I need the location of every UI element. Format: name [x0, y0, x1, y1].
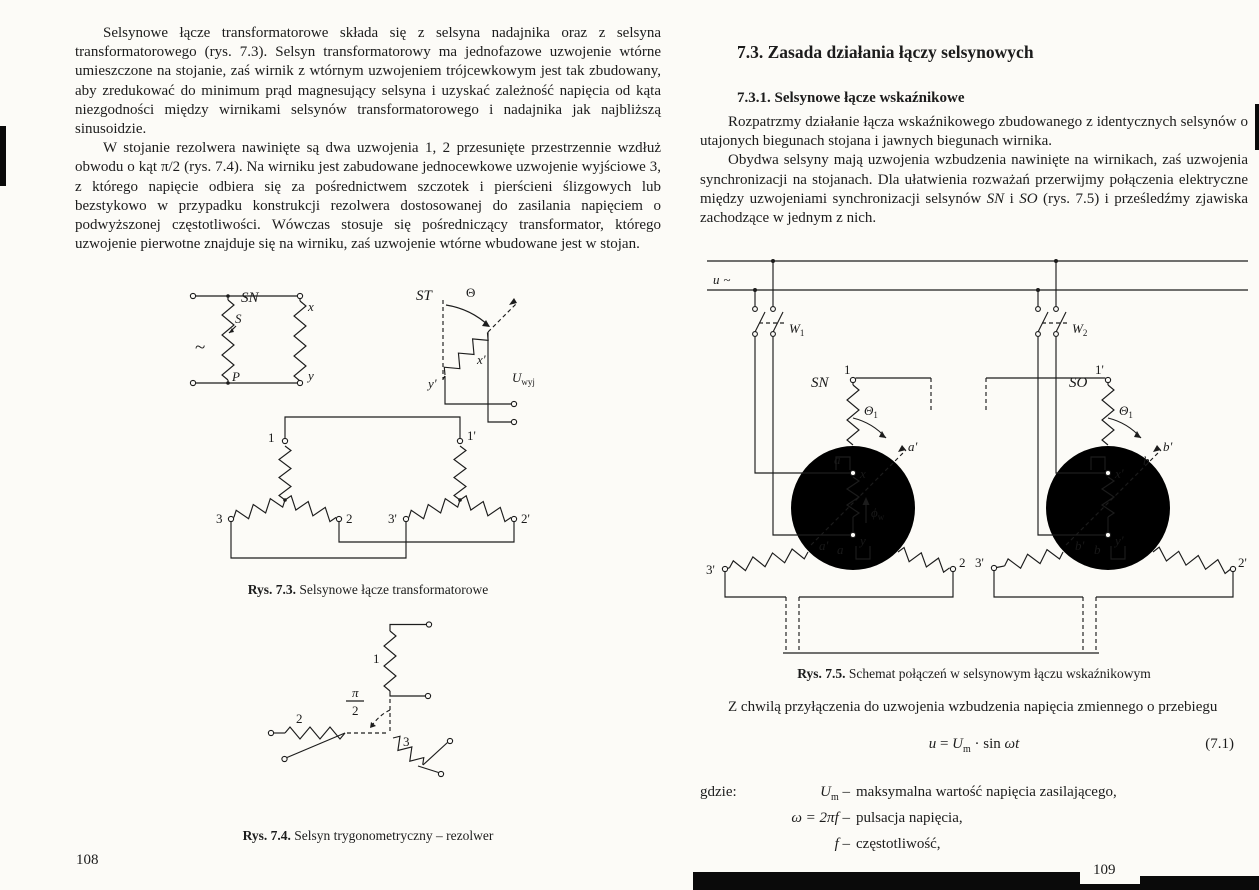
label-y-prime: y' — [428, 376, 437, 391]
switch-w2 — [1036, 259, 1088, 338]
label-switch-w2: $W_2$ — [1072, 321, 1088, 338]
selsyn-so — [975, 337, 1247, 575]
label-u-output: $U_{wyj}$ — [512, 370, 535, 387]
figure-7-3-diagram — [140, 280, 585, 568]
terminal — [190, 293, 195, 298]
label-x: x — [308, 299, 314, 314]
label-pi: π — [352, 685, 359, 700]
terminal — [457, 438, 462, 443]
label-theta-1: $\Theta_1$ — [1119, 403, 1133, 420]
ac-source-symbol: ~ — [195, 337, 206, 358]
terminal-y — [850, 532, 855, 537]
supply-bus — [707, 261, 1248, 290]
definition-term: ω = 2πf – — [791, 810, 850, 826]
label-b-prime-axis: b' — [1163, 439, 1173, 454]
label-1-prime: 1' — [467, 428, 476, 443]
terminal — [282, 756, 287, 761]
left-page-body-text — [75, 24, 661, 254]
section-heading: 7.3. Zasada działania łączy selsynowych — [737, 42, 1034, 62]
terminal — [425, 693, 430, 698]
terminal — [950, 566, 955, 571]
terminal — [511, 401, 516, 406]
equation-7-1 — [700, 736, 1248, 755]
figure-7-4-caption — [75, 828, 661, 844]
label-x-prime: x' — [1115, 466, 1124, 481]
terminal-x-prime — [1105, 470, 1110, 475]
page-number-right: 109 — [1093, 862, 1116, 878]
definition-term: $U_m$ – — [820, 784, 850, 803]
terminal — [1230, 566, 1235, 571]
terminal — [991, 565, 996, 570]
terminal — [228, 516, 233, 521]
rotor-circle — [791, 446, 915, 570]
paragraph-resolver: W stojanie rezolwera nawinięte są dwa uzwojenia 1, 2 przesunięte przestrzennie wzdłuż obwodu o kąt π/2 (rys. 7.4). Na wirniku jest zabudowane jednocewkowe uzwojenie wyjściowe 3, z którego napięcie odbiera się za pośrednictwem szczotek i pierścieni ślizgowych lub bezstykowo w przypadku konstrukcji rezolwera dostosowanej do zasilania napięciem o podwyższonej częstotliwości. Wówczas stosuje się pośredniczący transformator, którego uzwojenie pierwotne znajduje się na wirniku, zaś uzwojenie wtórne wbudowane jest w stojan. — [75, 140, 661, 253]
caption-text: Schemat połączeń w selsynowym łączu wskaźnikowym — [845, 666, 1151, 681]
caption-label: Rys. 7.3. — [247, 582, 296, 597]
definition-row — [746, 782, 1248, 808]
label-st: ST — [416, 288, 432, 304]
scan-artifact-right-edge — [1255, 104, 1259, 150]
label-switch-w1: $W_1$ — [789, 321, 805, 338]
label-a-bottom: a — [837, 542, 844, 557]
rotor-circle — [1046, 446, 1170, 570]
terminal-x — [850, 470, 855, 475]
definition-desc: pulsacja napięcia, — [856, 810, 963, 826]
terminal — [438, 771, 443, 776]
label-sn: SN — [811, 375, 829, 391]
label-sn: SN — [241, 290, 259, 306]
label-flux-phi-w: $\phi_w$ — [871, 505, 885, 522]
label-terminal-1: 1 — [844, 362, 851, 377]
figure-7-4-diagram — [250, 614, 485, 824]
terminal — [426, 622, 431, 627]
where-label: gdzie: — [700, 784, 737, 800]
terminal — [268, 730, 273, 735]
resolver-winding-3 — [389, 734, 453, 777]
label-3: 3 — [216, 511, 223, 526]
definition-row — [746, 834, 1248, 860]
equation-number: (7.1) — [1205, 736, 1234, 752]
label-winding-3: 3 — [403, 734, 410, 749]
label-terminal-3-prime: 3' — [706, 562, 715, 577]
terminal — [1105, 377, 1110, 382]
paragraph-excitation: Z chwilą przyłączenia do uzwojenia wzbudzenia napięcia zmiennego o przebiegu — [728, 699, 1218, 715]
symbol-definitions — [746, 782, 1248, 860]
label-two: 2 — [352, 703, 359, 718]
figure-7-5-caption — [700, 666, 1248, 682]
sn-transmitter — [190, 290, 314, 386]
paragraph-transformer-link: Selsynowe łącze transformatorowe składa się z selsyna nadajnika oraz z selsyna transformatorowego (rys. 7.3). Selsyn transformatorowy ma jednofazowe uzwojenie wtórne umieszczone na stojanie, zaś wirnik z wtórnym uzwojeniem trójcewkowym jest tak zbudowany, aby zredukować do minimum prąd magnesujący selsyna i uzyskać zależność napięcia od kąta niezgodności między wirnikami selsynów transformatorowego i nadajnika jak najbliższą sinusoidzie. — [75, 25, 661, 138]
terminal — [403, 516, 408, 521]
terminal — [190, 380, 195, 385]
switch-w1 — [753, 259, 805, 338]
paragraph-indicator-link: Rozpatrzmy działanie łącza wskaźnikowego zbudowanego z identycznych selsynów o utajonych biegunach stojana i jawnych biegunach wirnika. — [700, 114, 1248, 150]
label-a-prime-bottom: a' — [819, 538, 829, 553]
three-phase-stars — [216, 428, 530, 526]
figure-7-5-diagram — [703, 253, 1255, 663]
angle-pi-over-2 — [346, 685, 390, 728]
selsyn-sn — [706, 337, 966, 577]
terminal — [511, 419, 516, 424]
terminal — [336, 516, 341, 521]
label-a-prime-axis: a' — [908, 439, 918, 454]
terminal — [297, 293, 302, 298]
label-so: SO — [1069, 375, 1088, 391]
figure-7-3-caption — [75, 582, 661, 598]
resolver-winding-2 — [268, 711, 388, 762]
label-a-pole: a — [834, 452, 841, 467]
equation-body: $u = U_m \cdot \sin \omega t$ — [928, 736, 1020, 755]
label-x-prime: x' — [477, 352, 486, 367]
label-b-pole: b — [1143, 453, 1150, 468]
terminal — [297, 380, 302, 385]
label-y: y — [308, 368, 314, 383]
scan-artifact-bottom-bar — [1140, 876, 1259, 890]
label-x: x — [860, 466, 866, 481]
label-theta: Θ — [466, 285, 476, 300]
label-terminal-2: 2 — [959, 555, 966, 570]
page-number-left: 108 — [76, 852, 99, 868]
label-winding-1: 1 — [373, 651, 380, 666]
terminal — [850, 377, 855, 382]
right-page-text-below-figure — [700, 698, 1248, 717]
terminal — [447, 738, 452, 743]
caption-label: Rys. 7.5. — [797, 666, 846, 681]
caption-label: Rys. 7.4. — [242, 828, 291, 843]
st-transformer — [416, 285, 535, 425]
label-1: 1 — [268, 430, 275, 445]
label-p: P — [232, 369, 240, 384]
label-terminal-3-prime: 3' — [975, 555, 984, 570]
label-3-prime: 3' — [388, 511, 397, 526]
label-winding-2: 2 — [296, 711, 303, 726]
right-page-body-text — [700, 113, 1248, 228]
caption-text: Selsyn trygonometryczny – rezolwer — [290, 828, 494, 843]
definition-term: f – — [834, 836, 850, 852]
terminal — [722, 566, 727, 571]
paragraph-both-selsyns: Obydwa selsyny mają uzwojenia wzbudzenia nawinięte na wirnikach, zaś uzwojenia synchronizacji na stojanach. Dla ułatwienia rozważań przerwijmy połączenia elektryczne między uzwojeniami synchronizacji selsynów SN i SO (rys. 7.5) i prześledźmy zjawiska zachodzące w jednym z nich. — [700, 152, 1248, 227]
caption-text: Selsynowe łącze transformatorowe — [295, 582, 489, 597]
scan-artifact-left-edge — [0, 126, 6, 186]
terminal — [282, 438, 287, 443]
label-supply-voltage: u ~ — [713, 272, 731, 287]
label-s: S — [235, 311, 242, 326]
definition-desc: częstotliwość, — [856, 836, 941, 852]
label-b-prime-bottom: b' — [1075, 538, 1085, 553]
definition-desc: maksymalna wartość napięcia zasilającego, — [856, 784, 1117, 800]
scan-artifact-bottom-bar — [693, 872, 1080, 890]
subsection-heading: 7.3.1. Selsynowe łącze wskaźnikowe — [737, 90, 965, 106]
label-theta-1: $\Theta_1$ — [864, 403, 878, 420]
label-y: y — [860, 533, 866, 548]
label-terminal-1-prime: 1' — [1095, 362, 1104, 377]
label-2-prime: 2' — [521, 511, 530, 526]
label-terminal-2-prime: 2' — [1238, 555, 1247, 570]
terminal — [511, 516, 516, 521]
label-y-prime: y' — [1115, 533, 1124, 548]
label-b-bottom: b — [1094, 542, 1101, 557]
definition-row — [746, 808, 1248, 834]
terminal-y-prime — [1105, 532, 1110, 537]
scan-artifact-bottom-bar — [1080, 884, 1140, 890]
label-2: 2 — [346, 511, 353, 526]
